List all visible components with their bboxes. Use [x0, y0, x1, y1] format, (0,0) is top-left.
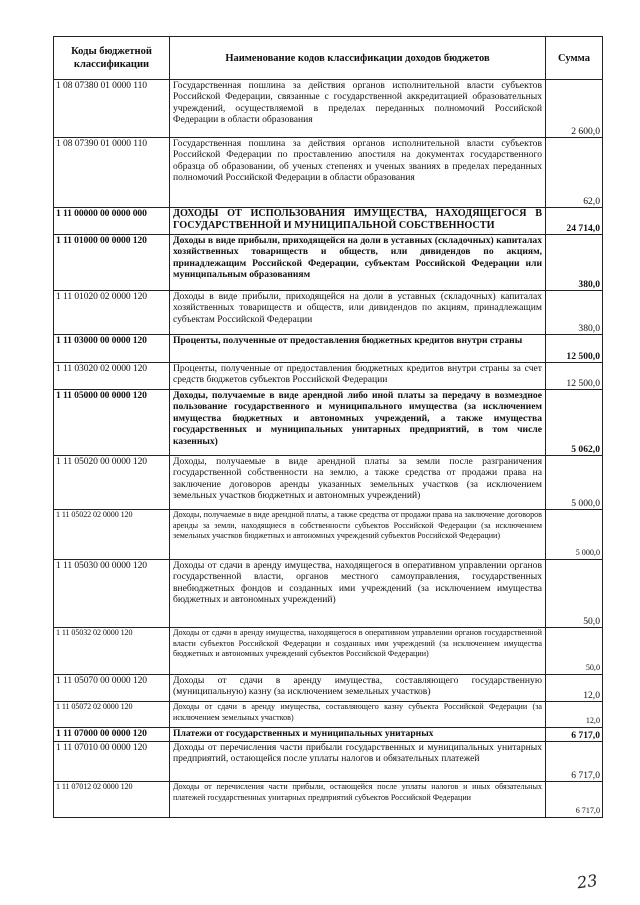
row-code: 1 11 07012 02 0000 120: [54, 782, 170, 818]
row-sum: 6 717,0: [546, 742, 603, 782]
row-name: Доходы в виде прибыли, приходящейся на доли в уставных (складочных) капиталах хозяйственных товариществ и обществ, или дивидендов по акциям, принадлежащим Российской Федерации, субъектам Российской Федерации или муниципальным образованиям: [170, 235, 546, 291]
table-row: [54, 702, 603, 728]
row-sum: 50,0: [546, 628, 603, 675]
row-name: Проценты, полученные от предоставления бюджетных кредитов внутри страны за счет средств бюджетов субъектов Российской Федерации: [170, 363, 546, 390]
table-row: [54, 291, 603, 335]
row-sum: 5 062,0: [546, 390, 603, 456]
row-name: Доходы, получаемые в виде арендной либо иной платы за передачу в возмездное пользование государственного и муниципального имущества (за исключением имущества бюджетных и автономных учреждений, а также имущества государственных и муниципальных унитарных предприятий, в том числе казенных): [170, 390, 546, 456]
row-code: 1 11 00000 00 0000 000: [54, 208, 170, 235]
row-code: 1 11 05072 02 0000 120: [54, 702, 170, 728]
table-row: [54, 335, 603, 363]
row-code: 1 08 07380 01 0000 110: [54, 80, 170, 138]
row-code: 1 11 03000 00 0000 120: [54, 335, 170, 363]
table-row: [54, 235, 603, 291]
page-number: 23: [575, 870, 599, 893]
row-name: Государственная пошлина за действия органов исполнительной власти субъектов Российской Федерации по проставлению апостиля на документах государственного образца об образовании, об ученых степенях и ученых званиях в пределах переданных полномочий Российской Федерации в области образования: [170, 138, 546, 208]
row-name: Платежи от государственных и муниципальных унитарных: [170, 728, 546, 742]
table-row: [54, 363, 603, 390]
header-code: Коды бюджетной классификации: [54, 37, 170, 80]
row-sum: 24 714,0: [546, 208, 603, 235]
row-sum: 12 500,0: [546, 363, 603, 390]
table-row: [54, 782, 603, 818]
row-sum: 12 500,0: [546, 335, 603, 363]
table-row: [54, 208, 603, 235]
row-code: 1 11 05020 00 0000 120: [54, 456, 170, 510]
row-name: Доходы от сдачи в аренду имущества, находящегося в оперативном управлении органов государственной власти, органов местного самоуправления, государственных внебюджетных фондов и созданных ими учреждений (за исключением имущества бюджетных и автономных учреждений): [170, 560, 546, 628]
table-row: [54, 742, 603, 782]
row-sum: 380,0: [546, 235, 603, 291]
row-name: Доходы от сдачи в аренду имущества, составляющего государственную (муниципальную) казну (за исключением земельных участков): [170, 675, 546, 702]
budget-income-table: [53, 36, 603, 818]
row-code: 1 11 01020 02 0000 120: [54, 291, 170, 335]
table-row: [54, 628, 603, 675]
row-name: Доходы, получаемые в виде арендной платы, а также средства от продажи права на заключение договоров аренды за земли, находящиеся в собственности субъектов Российской Федерации (за исключением земельных участков бюджетных и автономных учреждений субъектов Российской Федерации): [170, 510, 546, 560]
row-code: 1 11 05070 00 0000 120: [54, 675, 170, 702]
row-code: 1 08 07390 01 0000 110: [54, 138, 170, 208]
header-name: Наименование кодов классификации доходов бюджетов: [170, 37, 546, 80]
table-row: [54, 138, 603, 208]
row-name: Доходы от сдачи в аренду имущества, находящегося в оперативном управлении органов государственной власти субъектов Российской Федерации и созданных ими учреждений (за исключением имущества бюджетных и автономных учреждений субъектов Российской Федерации): [170, 628, 546, 675]
row-code: 1 11 05030 00 0000 120: [54, 560, 170, 628]
row-name: Доходы в виде прибыли, приходящейся на доли в уставных (складочных) капиталах хозяйственных товариществ и обществ, или дивидендов по акциям, принадлежащим субъектам Российской Федерации: [170, 291, 546, 335]
table-row: [54, 390, 603, 456]
table-header-row: [54, 37, 603, 80]
row-name: Проценты, полученные от предоставления бюджетных кредитов внутри страны: [170, 335, 546, 363]
row-sum: 50,0: [546, 560, 603, 628]
row-name: Доходы от перечисления части прибыли, остающейся после уплаты налогов и иных обязательных платежей государственных унитарных предприятий субъектов Российской Федерации: [170, 782, 546, 818]
row-name: Доходы от перечисления части прибыли государственных и муниципальных унитарных предприятий, остающейся после уплаты налогов и обязательных платежей: [170, 742, 546, 782]
row-name: Доходы, получаемые в виде арендной платы за земли после разграничения государственной собственности на землю, а также средства от продажи права на заключение договоров аренды указанных земельных участков (за исключением земельных участков бюджетных и автономных учреждений): [170, 456, 546, 510]
row-code: 1 11 07000 00 0000 120: [54, 728, 170, 742]
table-row: [54, 560, 603, 628]
row-sum: 6 717,0: [546, 728, 603, 742]
row-sum: 380,0: [546, 291, 603, 335]
row-code: 1 11 05032 02 0000 120: [54, 628, 170, 675]
row-code: 1 11 05000 00 0000 120: [54, 390, 170, 456]
row-sum: 2 600,0: [546, 80, 603, 138]
row-name: ДОХОДЫ ОТ ИСПОЛЬЗОВАНИЯ ИМУЩЕСТВА, НАХОДЯЩЕГОСЯ В ГОСУДАРСТВЕННОЙ И МУНИЦИПАЛЬНОЙ СОБСТВЕННОСТИ: [170, 208, 546, 235]
row-name: Государственная пошлина за действия органов исполнительной власти субъектов Российской Федерации, связанные с государственной аккредитацией образовательных учреждений, осуществляемой в пределах переданных полномочий Российской Федерации в области образования: [170, 80, 546, 138]
budget-income-table-sheet: [53, 36, 602, 818]
row-sum: 12,0: [546, 675, 603, 702]
row-code: 1 11 07010 00 0000 120: [54, 742, 170, 782]
table-row: [54, 510, 603, 560]
table-row: [54, 456, 603, 510]
row-sum: 5 000,0: [546, 510, 603, 560]
row-sum: 5 000,0: [546, 456, 603, 510]
header-sum: Сумма: [546, 37, 603, 80]
row-sum: 12,0: [546, 702, 603, 728]
row-sum: 6 717,0: [546, 782, 603, 818]
row-sum: 62,0: [546, 138, 603, 208]
table-row: [54, 675, 603, 702]
table-row: [54, 80, 603, 138]
row-code: 1 11 03020 02 0000 120: [54, 363, 170, 390]
row-code: 1 11 05022 02 0000 120: [54, 510, 170, 560]
row-name: Доходы от сдачи в аренду имущества, составляющего казну субъекта Российской Федерации (за исключением земельных участков): [170, 702, 546, 728]
row-code: 1 11 01000 00 0000 120: [54, 235, 170, 291]
table-row: [54, 728, 603, 742]
